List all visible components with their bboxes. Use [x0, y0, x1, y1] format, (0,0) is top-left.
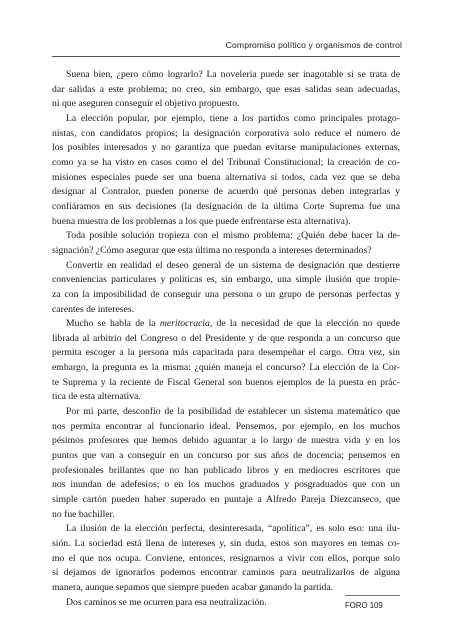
text-line: pésimos profesores que hemos debido aguantar a lo largo de nuestra vida y en los	[52, 435, 400, 447]
text-line: Toda posible solución tropieza con el mismo problema: ¿Quién debe hacer la de-	[66, 230, 400, 242]
text-line: simple cartón pueden haber superado en puntaje a Alfredo Pareja Diezcanseco, que	[52, 494, 400, 506]
text-line: designar al Contralor, pueden ponerse de acuerdo qué personas deben integrarlas y	[52, 186, 400, 198]
text-line: no fue bachiller.	[52, 508, 115, 520]
text-line: confiáramos en sus decisiones (la designación de la última Corte Suprema fue una	[52, 200, 400, 212]
text-line: sión. La sociedad está llena de intereses y, sin duda, estos son mayores en temas co-	[52, 538, 400, 549]
body-text	[52, 68, 400, 610]
text-line: ni que aseguren conseguir el objetivo propuesto.	[52, 98, 240, 110]
text-line: nistas, con candidatos propios; la designación corporativa solo reduce el número de	[52, 127, 400, 139]
header-rule	[52, 56, 400, 57]
text-line: mo el que nos ocupa. Conviene, entonces, resignarnos a vivir con ellos, porque solo	[52, 552, 400, 564]
text-line: signación? ¿Cómo asegurar que esta última no responda a intereses determinados?	[52, 244, 372, 256]
text-line: misiones especiales puede ser una buena alternativa si todos, cada vez que se deba	[52, 171, 400, 183]
paragraph	[52, 229, 400, 258]
text-line: profesionales brillantes que no han publicado libros y en mediocres escritores que	[52, 464, 400, 476]
paragraph	[52, 522, 400, 595]
folio-rule	[345, 595, 400, 596]
text-line: buena muestra de los problemas a los que puede enfrentarse esta alternativa).	[52, 215, 351, 227]
text-line: te Suprema y la reciente de Fiscal General son buenos ejemplos de la puesta en prác-	[52, 376, 400, 388]
text-line: si dejamos de ignorarlos podemos encontrar caminos para neutralizarlos de alguna	[52, 567, 400, 579]
text-line: Por mi parte, desconfío de la posibilidad de establecer un sistema matemático que	[66, 406, 400, 418]
page-folio: FORO 109	[345, 601, 383, 610]
text-line: dar salidas a este problema; no creo, sin embargo, que esas salidas sean adecuadas,	[52, 83, 400, 95]
text-line: Dos caminos se me ocurren para esa neutralización.	[66, 596, 267, 608]
paragraph	[52, 112, 400, 229]
text-line: Suena bien, ¿pero cómo lograrlo? La novelería puede ser inagotable si se trata de	[66, 69, 400, 80]
text-line: za con la imposibilidad de conseguir una persona o un grupo de personas perfectas y	[52, 288, 400, 300]
text-line: La ilusión de la elección perfecta, desinteresada, “apolítica”, es solo eso: una ilu-	[66, 523, 400, 535]
paragraph	[52, 68, 400, 112]
paragraph	[52, 317, 400, 405]
text-line: La elección popular, por ejemplo, tiene a los partidos como principales protago-	[66, 112, 400, 124]
text-line: como ya se ha visto en casos como el del Tribunal Constitucional; la creación de co-	[52, 156, 400, 168]
text-line: los posibles interesados y no garantiza que puedan evitarse manipulaciones externas,	[52, 142, 400, 154]
text-line: embargo, la pregunta es la misma: ¿quién maneja el concurso? La elección de la Cor-	[52, 362, 400, 374]
text-line: permita escoger a la persona más capacitada para desempeñar el cargo. Otra vez, sin	[52, 347, 400, 359]
text-line: carentes de intereses.	[52, 303, 135, 315]
text-line: nos inundan de adefesios; o en los muchos graduados y posgraduados que con un	[52, 479, 400, 491]
paragraph	[52, 405, 400, 522]
text-line: manera, aunque sepamos que siempre pueden acabar ganando la partida.	[52, 581, 334, 593]
text-line: conveniencias particulares y políticas es, sin embargo, una simple ilusión que tropie-	[52, 274, 400, 286]
paragraph	[52, 259, 400, 318]
text-line: Mucho se habla de la meritocracia, de la necesidad de que la elección no quede	[66, 318, 400, 330]
text-line: puntos que van a conseguir en un concurso por sus años de docencia; pensemos en	[52, 450, 400, 462]
running-header: Compromiso político y organismos de control	[225, 40, 402, 50]
text-line: nos permita encontrar al funcionario ideal. Pensemos, por ejemplo, en los muchos	[52, 420, 400, 432]
text-line: tica de esta alternativa.	[52, 391, 141, 403]
text-line: Convertir en realidad el deseo general de un sistema de designación que destierre	[66, 259, 400, 271]
text-line: librada al arbitrio del Congreso o del Presidente y de que responda a un concurso que	[52, 332, 400, 344]
